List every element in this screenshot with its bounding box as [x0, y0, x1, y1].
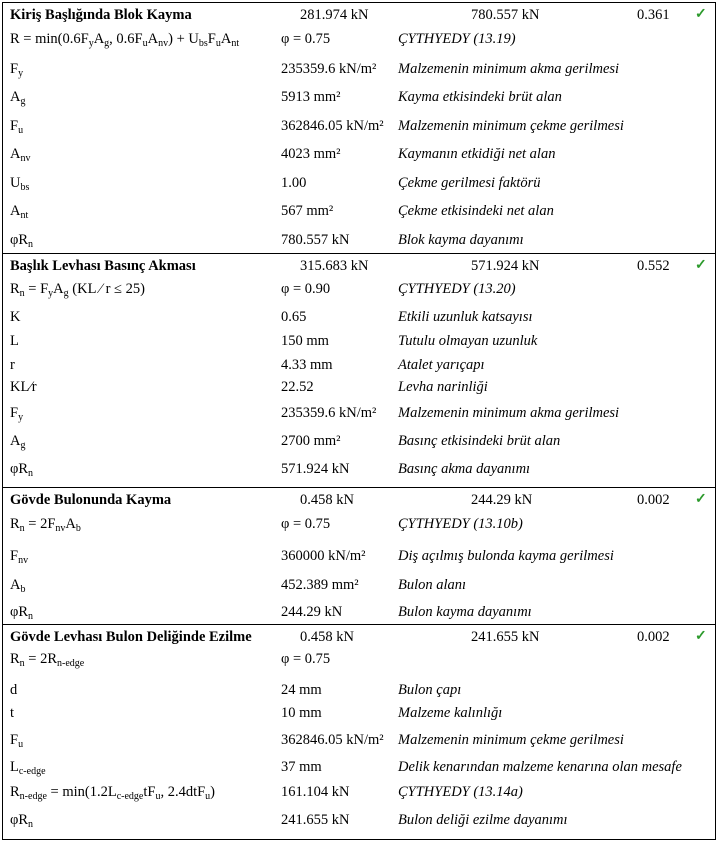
parameter-description: Kayma etkisindeki brüt alan — [398, 89, 562, 105]
parameter-row — [3, 647, 715, 671]
capacity-value: 244.29 kN — [471, 492, 533, 508]
parameter-description: ÇYTHYEDY (13.20) — [398, 281, 516, 297]
parameter-symbol: K — [10, 309, 21, 325]
parameter-value: 244.29 kN — [281, 604, 343, 620]
parameter-row — [3, 142, 715, 166]
parameter-symbol: $R = \min(0.6F_yA_g$, $0.6F_uA_{nv}) + U_{bs}F_uA_{nt}$ — [10, 31, 240, 49]
check-icon: ✓ — [695, 492, 707, 507]
parameter-symbol: r — [10, 357, 15, 373]
parameter-value: φ = 0.75 — [281, 516, 331, 532]
parameter-value: φ = 0.90 — [281, 281, 331, 297]
parameter-description: Malzemenin minimum çekme gerilmesi — [398, 732, 624, 748]
parameter-value: 161.104 kN — [281, 784, 350, 800]
parameter-value: 567 mm² — [281, 203, 334, 219]
ratio-value: 0.361 — [637, 7, 670, 23]
parameter-symbol: d — [10, 682, 18, 698]
ratio-value: 0.552 — [637, 258, 670, 274]
parameter-description: Delik kenarından malzeme kenarına olan mesafe — [398, 759, 682, 775]
parameter-row — [3, 780, 715, 804]
parameter-symbol: $F_u$ — [10, 118, 24, 136]
parameter-value: 22.52 — [281, 379, 314, 395]
section-header — [3, 254, 715, 278]
parameter-symbol: $\varphi R_n$ — [10, 461, 34, 479]
parameter-symbol: $\varphi R_n$ — [10, 232, 34, 250]
parameter-value: φ = 0.75 — [281, 651, 331, 667]
ratio-value: 0.002 — [637, 629, 670, 645]
parameter-value: 780.557 kN — [281, 232, 350, 248]
parameter-row — [3, 228, 715, 252]
parameter-value: 4.33 mm — [281, 357, 333, 373]
parameter-value: 24 mm — [281, 682, 322, 698]
parameter-row — [3, 728, 715, 752]
parameter-symbol: $A_g$ — [10, 433, 26, 451]
parameter-value: 4023 mm² — [281, 146, 341, 162]
demand-value: 281.974 kN — [300, 7, 369, 23]
parameter-row — [3, 401, 715, 425]
ratio-value: 0.002 — [637, 492, 670, 508]
parameter-row — [3, 329, 715, 353]
parameter-description: Atalet yarıçapı — [398, 357, 485, 373]
parameter-symbol: KL⁄r — [10, 379, 37, 395]
parameter-description: Bulon çapı — [398, 682, 462, 698]
parameter-value: 571.924 kN — [281, 461, 350, 477]
parameter-value: 362846.05 kN/m² — [281, 732, 384, 748]
capacity-value: 571.924 kN — [471, 258, 540, 274]
parameter-symbol: $L_{c-edge}$ — [10, 759, 46, 777]
parameter-description: Bulon alanı — [398, 577, 467, 593]
parameter-symbol: $R_n = 2F_{nv}A_b$ — [10, 516, 81, 534]
parameter-symbol: $A_g$ — [10, 89, 26, 107]
parameter-row — [3, 114, 715, 138]
parameter-value: φ = 0.75 — [281, 31, 331, 47]
parameter-value: 5913 mm² — [281, 89, 341, 105]
parameter-description: Kaymanın etkidiği net alan — [398, 146, 556, 162]
demand-value: 0.458 kN — [300, 492, 354, 508]
parameter-value: 452.389 mm² — [281, 577, 359, 593]
section-title: Gövde Levhası Bulon Deliğinde Ezilme — [10, 629, 252, 645]
section-title: Kiriş Başlığında Blok Kayma — [10, 7, 192, 23]
parameter-row — [3, 27, 715, 51]
parameter-row — [3, 171, 715, 195]
parameter-symbol: $F_{nv}$ — [10, 548, 29, 566]
parameter-symbol: $U_{bs}$ — [10, 175, 30, 193]
parameter-symbol: $R_{n-edge} = \min(1.2L_{c-edge}tF_u$, 2.4dtF$_u$) — [10, 784, 215, 802]
calculation-table — [2, 2, 716, 840]
parameter-value: 235359.6 kN/m² — [281, 61, 377, 77]
section-header — [3, 3, 715, 27]
parameter-description: Etkili uzunluk katsayısı — [398, 309, 533, 325]
parameter-value: 1.00 — [281, 175, 307, 191]
parameter-description: Çekme gerilmesi faktörü — [398, 175, 541, 191]
parameter-row — [3, 305, 715, 329]
demand-value: 0.458 kN — [300, 629, 354, 645]
parameter-description: Malzemenin minimum çekme gerilmesi — [398, 118, 624, 134]
parameter-row — [3, 199, 715, 223]
check-section — [3, 487, 715, 625]
section-title: Gövde Bulonunda Kayma — [10, 492, 172, 508]
parameter-value: 0.65 — [281, 309, 307, 325]
parameter-row — [3, 457, 715, 481]
parameter-row — [3, 353, 715, 377]
parameter-value: 235359.6 kN/m² — [281, 405, 377, 421]
parameter-row — [3, 429, 715, 453]
parameter-description: Basınç akma dayanımı — [398, 461, 531, 477]
parameter-symbol: $\varphi R_n$ — [10, 604, 34, 622]
parameter-description: ÇYTHYEDY (13.10b) — [398, 516, 523, 532]
parameter-row — [3, 808, 715, 832]
parameter-row — [3, 512, 715, 536]
parameter-description: ÇYTHYEDY (13.19) — [398, 31, 516, 47]
check-icon: ✓ — [695, 629, 707, 644]
parameter-description: Malzemenin minimum akma gerilmesi — [398, 405, 620, 421]
parameter-symbol: $A_{nv}$ — [10, 146, 31, 164]
parameter-row — [3, 544, 715, 568]
capacity-value: 780.557 kN — [471, 7, 540, 23]
parameter-symbol: $F_y$ — [10, 61, 24, 79]
check-section — [3, 3, 715, 253]
parameter-value: 150 mm — [281, 333, 329, 349]
capacity-value: 241.655 kN — [471, 629, 540, 645]
parameter-symbol: t — [10, 705, 15, 721]
parameter-row — [3, 600, 715, 624]
demand-value: 315.683 kN — [300, 258, 369, 274]
check-icon: ✓ — [695, 258, 707, 273]
parameter-row — [3, 573, 715, 597]
parameter-row — [3, 375, 715, 399]
section-header — [3, 488, 715, 512]
parameter-row — [3, 277, 715, 301]
parameter-description: Bulon kayma dayanımı — [398, 604, 532, 620]
parameter-symbol: $A_b$ — [10, 577, 26, 595]
parameter-symbol: $A_{nt}$ — [10, 203, 29, 221]
section-header — [3, 625, 715, 649]
parameter-value: 10 mm — [281, 705, 322, 721]
parameter-description: ÇYTHYEDY (13.14a) — [398, 784, 523, 800]
parameter-description: Bulon deliği ezilme dayanımı — [398, 812, 568, 828]
parameter-value: 241.655 kN — [281, 812, 350, 828]
parameter-row — [3, 85, 715, 109]
section-title: Başlık Levhası Basınç Akması — [10, 258, 196, 274]
parameter-description: Çekme etkisindeki net alan — [398, 203, 554, 219]
parameter-row — [3, 755, 715, 779]
check-icon: ✓ — [695, 7, 707, 22]
parameter-symbol: $F_y$ — [10, 405, 24, 423]
parameter-row — [3, 701, 715, 725]
parameter-symbol: $R_n = 2R_{n-edge}$ — [10, 651, 85, 669]
parameter-description: Levha narinliği — [398, 379, 488, 395]
parameter-value: 37 mm — [281, 759, 322, 775]
parameter-symbol: $F_u$ — [10, 732, 24, 750]
parameter-description: Malzemenin minimum akma gerilmesi — [398, 61, 620, 77]
parameter-description: Basınç etkisindeki brüt alan — [398, 433, 561, 449]
parameter-description: Tutulu olmayan uzunluk — [398, 333, 538, 349]
parameter-value: 360000 kN/m² — [281, 548, 366, 564]
parameter-row — [3, 678, 715, 702]
parameter-description: Blok kayma dayanımı — [398, 232, 524, 248]
parameter-symbol: L — [10, 333, 19, 349]
check-section — [3, 253, 715, 488]
parameter-row — [3, 57, 715, 81]
parameter-description: Malzeme kalınlığı — [398, 705, 503, 721]
parameter-value: 362846.05 kN/m² — [281, 118, 384, 134]
parameter-symbol: $\varphi R_n$ — [10, 812, 34, 830]
parameter-description: Diş açılmış bulonda kayma gerilmesi — [398, 548, 614, 564]
parameter-symbol: $R_n = F_yA_g$ (KL ⁄ r ≤ 25) — [10, 281, 145, 299]
parameter-value: 2700 mm² — [281, 433, 341, 449]
check-section — [3, 624, 715, 842]
